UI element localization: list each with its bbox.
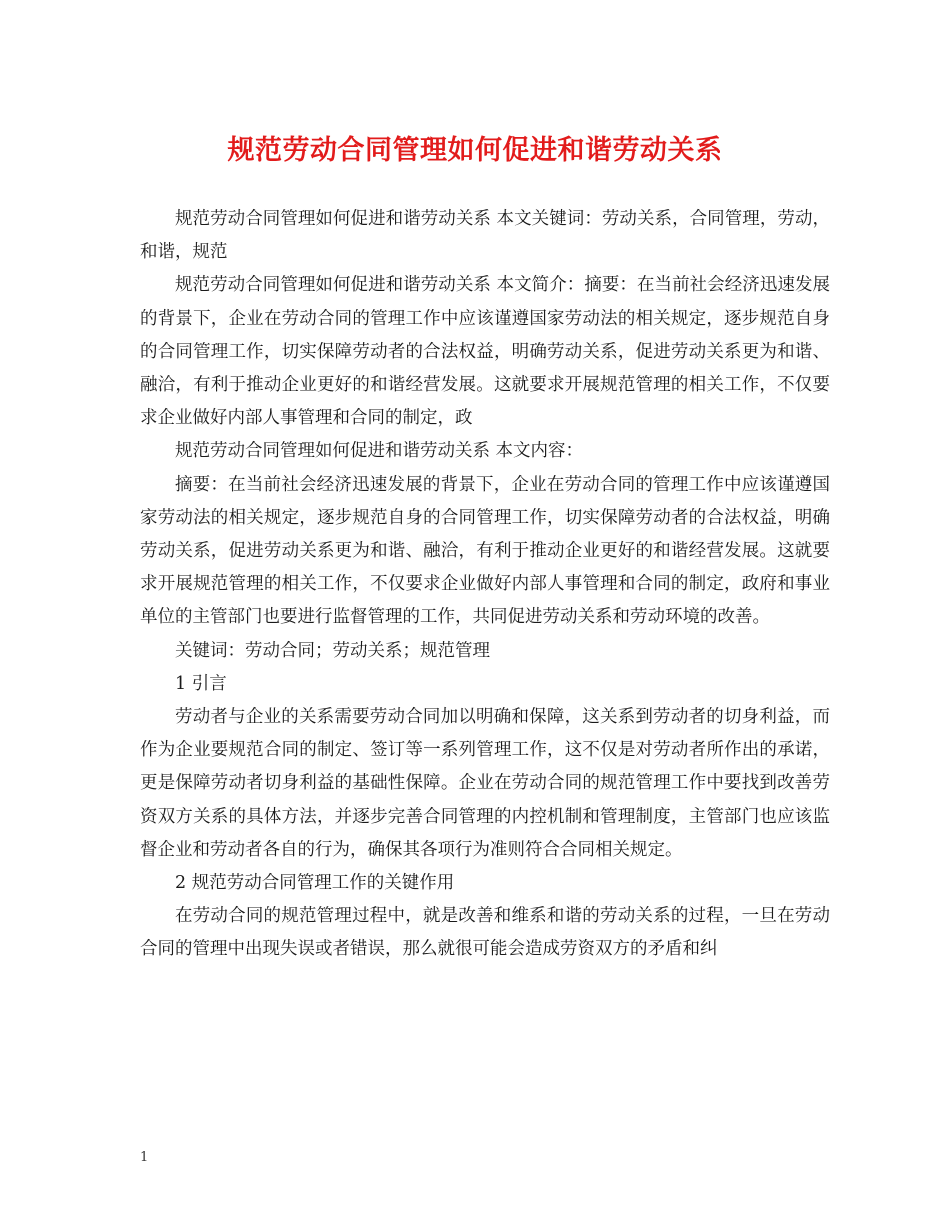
paragraph-content-heading: 规范劳动合同管理如何促进和谐劳动关系 本文内容： <box>175 441 584 462</box>
paragraph-keywords-summary: 规范劳动合同管理如何促进和谐劳动关系 本文关键词：劳动关系，合同管理，劳动，和谐，规范 <box>140 209 830 263</box>
document-body <box>140 203 830 967</box>
page-number: 1 <box>140 1150 149 1165</box>
section-heading-introduction: 1 引言 <box>175 673 227 694</box>
paragraph-keywords: 关键词：劳动合同；劳动关系；规范管理 <box>175 640 490 661</box>
section-heading-key-role: 2 规范劳动合同管理工作的关键作用 <box>175 873 455 894</box>
paragraph-introduction: 劳动者与企业的关系需要劳动合同加以明确和保障，这关系到劳动者的切身利益，而作为企业要规范合同的制定、签订等一系列管理工作，这不仅是对劳动者所作出的承诺，更是保障劳动者切身利益的基础性保障。企业在劳动合同的规范管理工作中要找到改善劳资双方关系的具体方法，并逐步完善合同管理的内控机制和管理制度，主管部门也应该监督企业和劳动者各自的行为，确保其各项行为准则符合合同相关规定。 <box>140 707 830 860</box>
paragraph-intro-summary: 规范劳动合同管理如何促进和谐劳动关系 本文简介：摘要：在当前社会经济迅速发展的背景下，企业在劳动合同的管理工作中应该谨遵国家劳动法的相关规定，逐步规范自身的合同管理工作，切实保障劳动者的合法权益，明确劳动关系，促进劳动关系更为和谐、融洽，有利于推动企业更好的和谐经营发展。这就要求开展规范管理的相关工作，不仅要求企业做好内部人事管理和合同的制定，政 <box>140 275 830 429</box>
paragraph-abstract: 摘要：在当前社会经济迅速发展的背景下，企业在劳动合同的管理工作中应该谨遵国家劳动法的相关规定，逐步规范自身的合同管理工作，切实保障劳动者的合法权益，明确劳动关系，促进劳动关系更为和谐、融洽，有利于推动企业更好的和谐经营发展。这就要求开展规范管理的相关工作，不仅要求企业做好内部人事管理和合同的制定，政府和事业单位的主管部门也要进行监督管理的工作，共同促进劳动关系和劳动环境的改善。 <box>140 474 830 628</box>
paragraph-key-role: 在劳动合同的规范管理过程中，就是改善和维系和谐的劳动关系的过程，一旦在劳动合同的管理中出现失误或者错误，那么就很可能会造成劳资双方的矛盾和纠 <box>140 906 830 960</box>
document-title: 规范劳动合同管理如何促进和谐劳动关系 <box>227 135 723 166</box>
